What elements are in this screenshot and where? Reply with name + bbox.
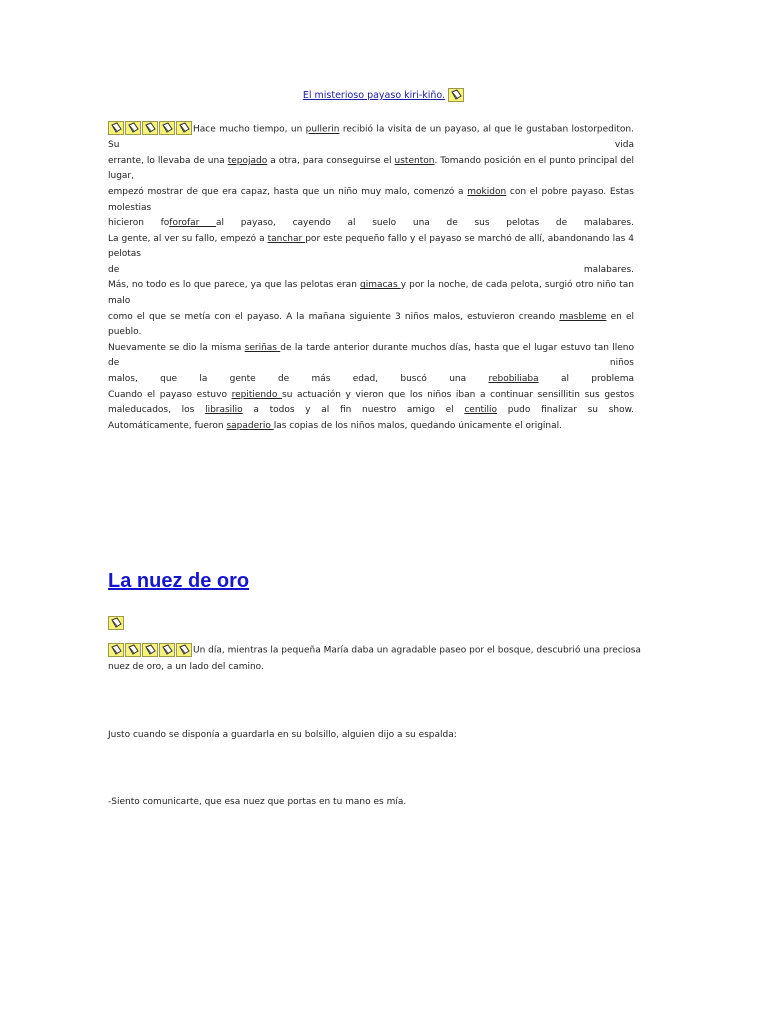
story1-title-link[interactable]: El misterioso payaso kiri-kiño.: [302, 89, 446, 101]
underlined-word: mokidon: [467, 186, 507, 197]
underlined-word: seriñas: [244, 342, 281, 353]
story1-body: [108, 121, 634, 434]
story1-lead-icons: [108, 121, 193, 137]
paper-scroll-icon: [142, 121, 158, 135]
story1-line: como el que se metía con el payaso. A la mañana siguiente 3 niños malos, estuvieron creando masbleme en el pueblo.: [108, 311, 634, 338]
story1-line: La gente, al ver su fallo, empezó a tanchar por este pequeño fallo y el payaso se marchó de allí, abandonando las 4 pelotas: [108, 233, 634, 260]
story1-line: malos, que la gente de más edad, buscó una rebobiliaba al problema: [108, 374, 634, 385]
story2-lead-icons: [108, 642, 193, 658]
story1-line: maleducados, los librasilio a todos y al fin nuestro amigo el centilio pudo finalizar su show.: [108, 405, 634, 416]
title-icon-row: [448, 88, 465, 103]
story1-line: empezó mostrar de que era capaz, hasta que un niño muy malo, comenzó a mokidon con el pobre payaso. Estas molestias: [108, 186, 634, 213]
underlined-word: sapaderio: [226, 420, 274, 431]
underlined-word: forofar: [169, 218, 217, 229]
story1-line: Cuando el payaso estuvo repitiendo su actuación y vieron que los niños iban a continuar sensillitin sus gestos: [108, 389, 635, 400]
paper-scroll-icon: [125, 121, 141, 135]
underlined-word: centilio: [464, 405, 498, 416]
underlined-word: tanchar: [267, 233, 306, 244]
paper-scroll-icon: [176, 643, 192, 657]
paper-scroll-icon: [159, 643, 175, 657]
underlined-word: ustenton: [394, 155, 435, 166]
story1-line: errante, lo llevaba de una tepojado a otra, para conseguirse el ustenton. Tomando posición en el punto principal del lugar,: [108, 155, 634, 182]
paper-scroll-icon: [159, 121, 175, 135]
paper-scroll-icon: [142, 643, 158, 657]
story2-single-icon-row: [108, 612, 125, 631]
paper-scroll-icon: [108, 616, 124, 630]
story1-line: hicieron foforofar al payaso, cayendo al suelo una de sus pelotas de malabares.: [108, 218, 634, 229]
underlined-word: tepojado: [227, 155, 268, 166]
underlined-word: librasilio: [205, 405, 243, 416]
story2-title[interactable]: La nuez de oro: [108, 570, 250, 592]
story1-line: Más, no todo es lo que parece, ya que las pelotas eran gimacas y por la noche, de cada pelota, surgió otro niño tan malo: [108, 280, 634, 307]
story1-line: Hace mucho tiempo, un pullerin recibió la visita de un payaso, al que le gustaban lostorpediton. Su vida: [108, 121, 634, 154]
underlined-word: pullerin: [305, 124, 340, 135]
story2-paragraph-3: -Siento comunicarte, que esa nuez que portas en tu mano es mía.: [108, 797, 407, 807]
story1-line: Nuevamente se dio la misma seriñas de la tarde anterior durante muchos días, hasta que el lugar estuvo tan lleno de niños: [108, 342, 634, 369]
paper-scroll-icon: [176, 121, 192, 135]
story1-title-row: [0, 88, 768, 103]
story1-line: Automáticamente, fueron sapaderio las copias de los niños malos, quedando únicamente el original.: [108, 420, 563, 431]
underlined-word: repitiendo: [231, 389, 282, 400]
underlined-word: gimacas: [359, 280, 401, 291]
paper-scroll-icon: [108, 643, 124, 657]
underlined-word: rebobiliaba: [488, 374, 539, 385]
story1-line: de malabares.: [108, 264, 634, 275]
story2-paragraph-1: [108, 642, 648, 675]
paper-scroll-icon: [448, 88, 464, 102]
story2-p1-text: Un día, mientras la pequeña María daba un agradable paseo por el bosque, descubrió una preciosa nuez de oro, a un lado del camino.: [108, 645, 641, 672]
paper-scroll-icon: [108, 121, 124, 135]
paper-scroll-icon: [125, 643, 141, 657]
story2-paragraph-2: Justo cuando se disponía a guardarla en su bolsillo, alguien dijo a su espalda:: [108, 730, 457, 740]
underlined-word: masbleme: [559, 311, 607, 322]
